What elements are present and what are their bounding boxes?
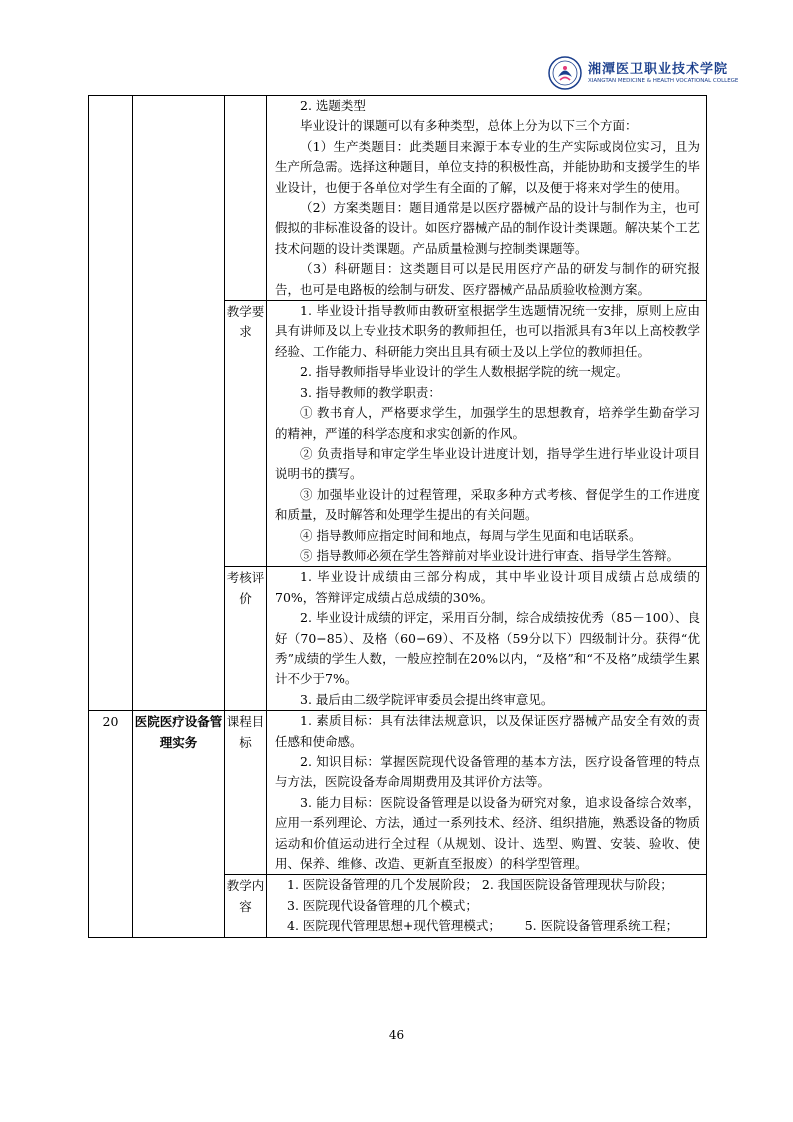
paragraph: （1）生产类题目：此类题目来源于本专业的生产实际或岗位实习，且为生产所急需。选择这种题目，单位支持的积极性高，并能协助和支援学生的毕业设计，也便于各单位对学生有全面的了解，以及便于将来对学生的使用。 <box>275 138 701 195</box>
topic-types-content <box>267 96 707 301</box>
assessment-content <box>267 567 707 711</box>
paragraph: 2. 选题类型 <box>300 98 366 113</box>
paragraph: 1. 毕业设计指导教师由教研室根据学生选题情况统一安排，原则上应由具有讲师及以上专业技术职务的教师担任，也可以指派具有3年以上高校教学经验、工作能力、科研能力突出且具有硕士及以上学位的教师担任。 <box>275 303 700 359</box>
paragraph: ③ 加强毕业设计的过程管理，采取多种方式考核、督促学生的工作进度和质量，及时解答和处理学生提出的有关问题。 <box>275 486 700 523</box>
table-row <box>89 96 707 301</box>
teaching-content <box>267 875 707 937</box>
page-number: 46 <box>388 1028 405 1042</box>
paragraph: 3. 最后由二级学院评审委员会提出终审意见。 <box>300 691 554 707</box>
teaching-requirements-label: 教学要求 <box>225 301 267 567</box>
school-name-cn: 湘潭医卫职业技术学院 <box>588 62 729 77</box>
paragraph: 1. 毕业设计成绩由三部分构成，其中毕业设计项目成绩占总成绩的70%，答辩评定成绩占总成绩的30%。 <box>275 569 700 605</box>
page-header <box>548 56 739 90</box>
course-objectives-label: 课程目标 <box>225 711 267 875</box>
paragraph: ⑤ 指导教师必须在学生答辩前对毕业设计进行审查、指导学生答辩。 <box>300 547 679 563</box>
course-number: 20 <box>89 711 133 937</box>
course-name: 医院医疗设备管理实务 <box>133 711 225 937</box>
teaching-content-label: 教学内容 <box>225 875 267 937</box>
school-name-en: XIANGTAN MEDICINE & HEALTH VOCATIONAL COLLEGE <box>588 78 739 84</box>
paragraph: 1. 素质目标：具有法律法规意识，以及保证医疗器械产品安全有效的责任感和使命感。 <box>275 713 700 749</box>
assessment-label: 考核评价 <box>225 567 267 711</box>
paragraph: ④ 指导教师应指定时间和地点，每周与学生见面和电话联系。 <box>300 527 642 543</box>
teaching-requirements-content <box>267 301 707 567</box>
paragraph: 4. 医院现代管理思想+现代管理模式； 5. 医院设备管理系统工程； <box>287 918 679 934</box>
paragraph: 3. 医院现代设备管理的几个模式； <box>287 897 478 913</box>
paragraph: 毕业设计的课题可以有多种类型，总体上分为以下三个方面： <box>300 118 638 134</box>
course-number-cell <box>89 96 133 711</box>
paragraph: 2. 知识目标：掌握医院现代设备管理的基本方法，医疗设备管理的特点与方法，医院设备寿命周期费用及其评价方法等。 <box>275 754 700 790</box>
paragraph: ① 教书育人，严格要求学生，加强学生的思想教育，培养学生勤奋学习的精神，严谨的科学态度和求实创新的作风。 <box>275 405 700 441</box>
table-row <box>89 711 707 875</box>
paragraph: ② 负责指导和审定学生毕业设计进度计划，指导学生进行毕业设计项目说明书的撰写。 <box>275 445 700 482</box>
paragraph: （3）科研题目：这类题目可以是民用医疗产品的研发与制作的研究报告，也可是电路板的绘制与研发、医疗器械产品品质验收检测方案。 <box>275 261 700 297</box>
paragraph: 3. 指导教师的教学职责： <box>300 384 441 400</box>
college-logo-icon <box>548 56 582 90</box>
paragraph: 3. 能力目标：医院设备管理是以设备为研究对象，追求设备综合效率，应用一系列理论、方法，通过一系列技术、经济、组织措施，熟悉设备的物质运动和价值运动进行全过程（从规划、设计、选型、购置、安装、验收、使用、保养、维修、改造、更新直至报废）的科学型管理。 <box>275 794 701 872</box>
paragraph: 2. 毕业设计成绩的评定，采用百分制，综合成绩按优秀（85－100）、良好（70−85）、及格（60−69）、不及格（59分以下）四级制计分。获得“优秀”成绩的学生人数，一般应控制在20%以内，“及格”和“不及格”成绩学生累计不少于7%。 <box>275 610 700 687</box>
curriculum-table <box>88 95 707 938</box>
paragraph: （2）方案类题目：题目通常是以医疗器械产品的设计与制作为主，也可假拟的非标准设备的设计。如医疗器械产品的制作设计类课题。解决某个工艺技术问题的设计类课题。产品质量检测与控制类课题等。 <box>275 200 701 256</box>
paragraph: 1. 医院设备管理的几个发展阶段； 2. 我国医院设备管理现状与阶段； <box>287 877 673 893</box>
item-label-cell <box>225 96 267 301</box>
course-name-cell <box>133 96 225 711</box>
course-objectives-content <box>267 711 707 875</box>
paragraph: 2. 指导教师指导毕业设计的学生人数根据学院的统一规定。 <box>300 364 629 380</box>
